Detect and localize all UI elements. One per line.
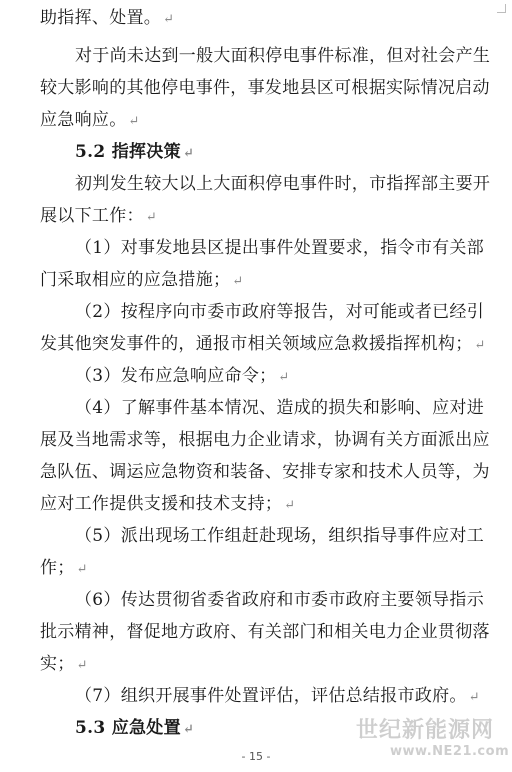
list-item-line: （5）派出现场工作组赶赴现场，组织指导事件应对工: [75, 526, 485, 546]
text-line: 展及当地需求等，根据电力企业请求，协调有关方面派出应: [40, 430, 490, 450]
section-heading: 5.2 指挥决策 ↵: [75, 142, 195, 162]
section-heading: 5.3 应急处置 ↵: [75, 718, 195, 738]
watermark-name: 世纪新能源网: [356, 718, 495, 743]
list-item-line: （3）发布应急响应命令； ↵: [75, 366, 290, 386]
text-line: 作； ↵: [40, 558, 88, 578]
paragraph-mark-icon: ↵: [163, 12, 175, 27]
text-line: 较大影响的其他停电事件，事发地县区可根据实际情况启动: [40, 78, 490, 98]
list-item-line: （6）传达贯彻省委省政府和市委市政府主要领导指示: [75, 590, 485, 610]
paragraph-mark-icon: ↵: [182, 146, 195, 161]
text-line: 实； ↵: [40, 654, 88, 674]
paragraph-mark-icon: ↵: [232, 274, 244, 289]
page-number: - 15 -: [241, 750, 271, 763]
text-line: 助指挥、处置。 ↵: [40, 8, 175, 28]
watermark-url: www.NE21.com: [390, 744, 510, 759]
paragraph-mark-icon: ↵: [468, 690, 480, 705]
paragraph-mark-icon: ↵: [284, 498, 296, 513]
text-line: 应急响应。 ↵: [40, 110, 140, 130]
text-line: 批示精神，督促地方政府、有关部门和相关电力企业贯彻落: [40, 622, 490, 642]
text-line: 初判发生较大以上大面积停电事件时，市指挥部主要开: [75, 174, 491, 194]
text-line: 门采取相应的应急措施； ↵: [40, 270, 244, 290]
list-item-line: （1）对事发地县区提出事件处置要求，指令市有关部: [75, 238, 485, 258]
text-line: 对于尚未达到一般大面积停电事件标准，但对社会产生: [75, 46, 491, 66]
paragraph-mark-icon: ↵: [128, 114, 140, 129]
text-line: 发其他突发事件的，通报市相关领域应急救援指挥机构； ↵: [40, 334, 486, 354]
paragraph-mark-icon: ↵: [76, 658, 88, 673]
text-line: 急队伍、调运应急物资和装备、安排专家和技术人员等，为: [40, 462, 490, 482]
paragraph-mark-icon: ↵: [278, 370, 290, 385]
list-item-line: （7）组织开展事件处置评估，评估总结报市政府。 ↵: [75, 686, 480, 706]
list-item-line: （2）按程序向市委市政府等报告，对可能或者已经引: [75, 302, 485, 322]
paragraph-mark-icon: ↵: [182, 722, 195, 737]
list-item-line: （4）了解事件基本情况、造成的损失和影响、应对进: [75, 398, 485, 418]
paragraph-mark-icon: ↵: [474, 338, 486, 353]
text-line: 展以下工作： ↵: [40, 206, 158, 226]
text-line: 应对工作提供支援和技术支持； ↵: [40, 494, 296, 514]
watermark-logo: [356, 718, 510, 760]
paragraph-mark-icon: ↵: [76, 562, 88, 577]
paragraph-mark-icon: ↵: [145, 210, 158, 225]
